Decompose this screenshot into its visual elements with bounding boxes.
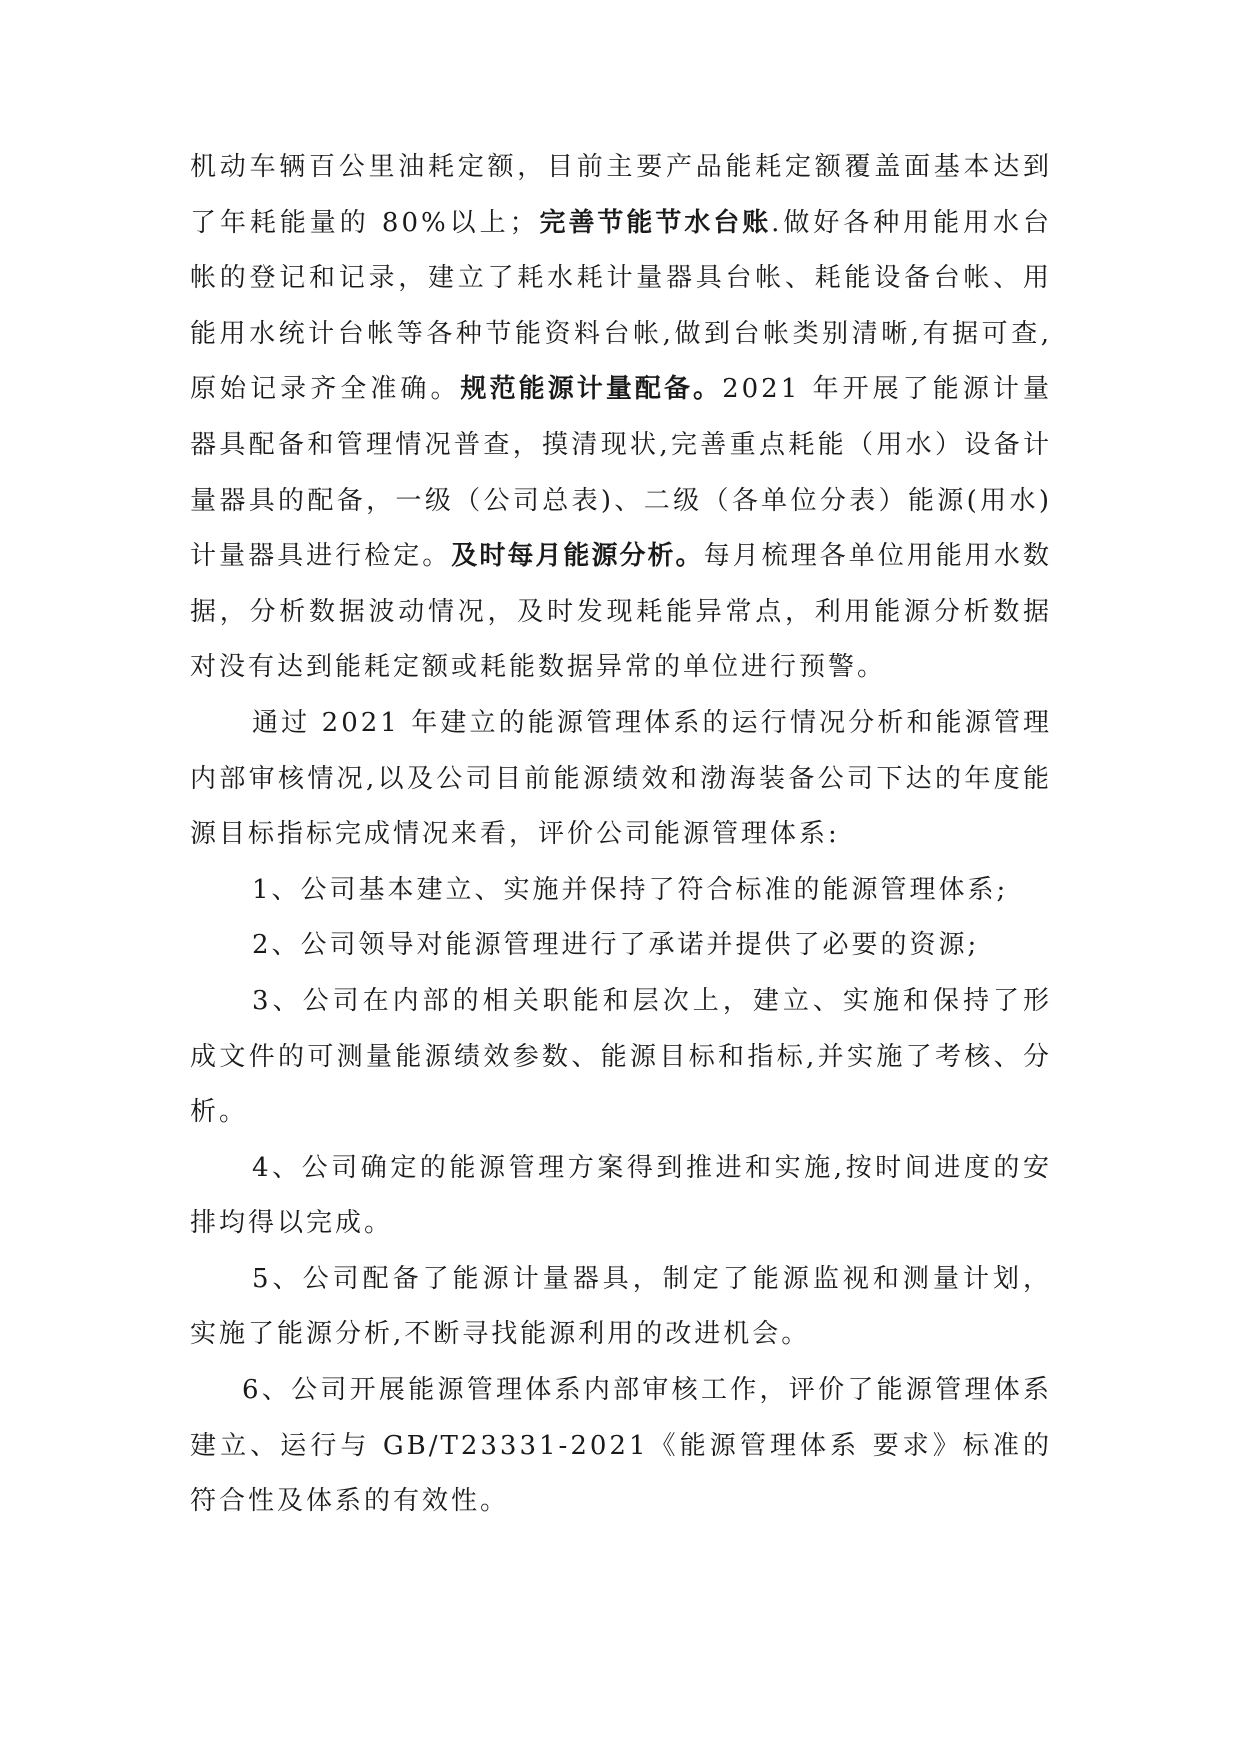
list-item-2: 2、公司领导对能源管理进行了承诺并提供了必要的资源; bbox=[252, 930, 980, 961]
list-item-3: 3、公司在内部的相关职能和层次上，建立、实施和保持了形成文件的可测量能源绩效参数、能源目标和指标,并实施了考核、分析。 bbox=[190, 985, 1052, 1128]
bold-heading-ledger: 完善节能节水台账 bbox=[538, 207, 772, 238]
text-segment: .做好各种用能用水台帐的登记和记录，建立了耗水耗计量器具台帐、耗能设备台帐、用能用水统计台帐等各种节能资料台帐,做到台帐类别清晰,有据可查,原始记录齐全准确。 bbox=[190, 207, 1052, 405]
document-page bbox=[190, 140, 1052, 1530]
list-item-4: 4、公司确定的能源管理方案得到推进和实施,按时间进度的安排均得以完成。 bbox=[190, 1152, 1052, 1239]
paragraph-energy-measures bbox=[190, 140, 1052, 696]
bold-heading-metering: 规范能源计量配备。 bbox=[460, 374, 723, 405]
list-item-5: 5、公司配备了能源计量器具，制定了能源监视和测量计划，实施了能源分析,不断寻找能源利用的改进机会。 bbox=[190, 1263, 1052, 1350]
text-segment: 2021 年开展了能源计量器具配备和管理情况普查，摸清现状,完善重点耗能（用水）设备计量器具的配备，一级（公司总表)、二级（各单位分表）能源(用水)计量器具进行检定。 bbox=[190, 374, 1052, 572]
paragraph-evaluation-intro: 通过 2021 年建立的能源管理体系的运行情况分析和能源管理内部审核情况,以及公司目前能源绩效和渤海装备公司下达的年度能源目标指标完成情况来看，评价公司能源管理体系: bbox=[190, 707, 1052, 850]
bold-heading-analysis: 及时每月能源分析。 bbox=[451, 541, 704, 572]
list-item-6: 6、公司开展能源管理体系内部审核工作，评价了能源管理体系建立、运行与 GB/T23331-2021《能源管理体系 要求》标准的符合性及体系的有效性。 bbox=[190, 1375, 1052, 1517]
text-segment: 机动车辆百公里油耗定额，目前主要产品能耗定额覆盖面基本达到了年耗能量的 80%以上； bbox=[190, 152, 1052, 238]
list-item-1: 1、公司基本建立、实施并保持了符合标准的能源管理体系; bbox=[252, 874, 1009, 905]
text-segment: 每月梳理各单位用能用水数据，分析数据波动情况，及时发现耗能异常点，利用能源分析数据对没有达到能耗定额或耗能数据异常的单位进行预警。 bbox=[190, 541, 1052, 683]
